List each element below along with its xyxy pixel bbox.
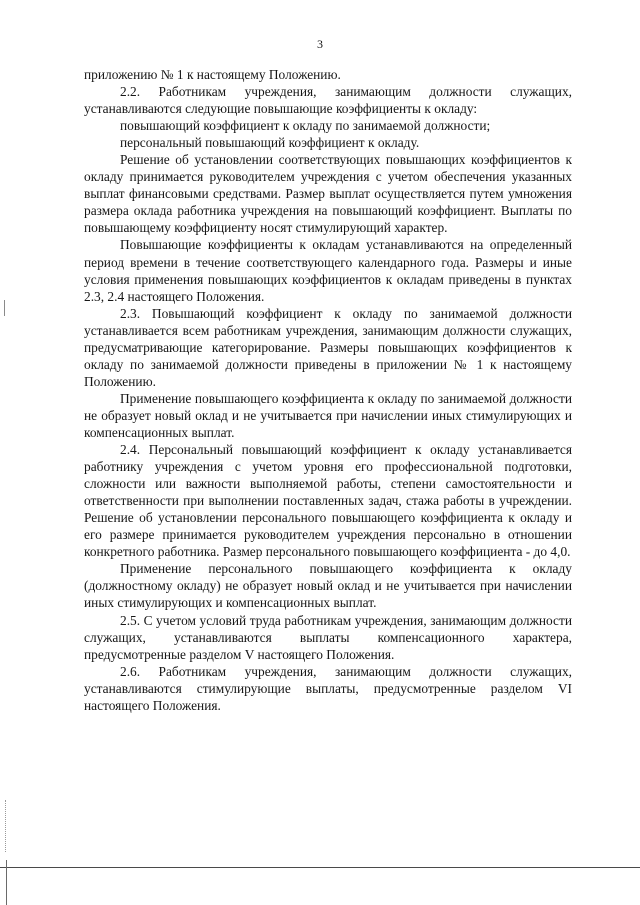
paragraph-2-6: 2.6. Работникам учреждения, занимающим должности служащих, устанавливаются стимулирующие выплаты, предусмотренные разделом VI настоящего Положения. [84, 663, 572, 713]
paragraph-2-4-application: Применение персонального повышающего коэффициента к окладу (должностному окладу) не образует новый оклад и не учитывается при начислении иных стимулирующих и компенсационных выплат. [84, 561, 572, 611]
scan-edge-dots [5, 800, 7, 852]
scan-margin-mark [4, 300, 5, 316]
document-body [84, 66, 572, 714]
paragraph-2-2: 2.2. Работникам учреждения, занимающим должности служащих, устанавливаются следующие повышающие коэффициенты к окладу: [84, 84, 572, 117]
paragraph-2-5: 2.5. С учетом условий труда работникам учреждения, занимающим должности служащих, устанавливаются выплаты компенсационного характера, предусмотренные разделом V настоящего Положения. [84, 612, 572, 662]
paragraph-continuation: приложению № 1 к настоящему Положению. [84, 67, 341, 82]
paragraph-2-4: 2.4. Персональный повышающий коэффициент к окладу устанавливается работнику учреждения с учетом уровня его профессиональной подготовки, сложности или важности выполняемой работы, степени самостоятельности и ответственности при выполнении поставленных задач, стажа работы в учреждении. Решение об установлении персонального повышающего коэффициента к окладу и его размере принимается руководителем учреждения персонально в отношении конкретного работника. Размер персонального повышающего коэффициента - до 4,0. [84, 442, 572, 560]
page-number: 3 [317, 37, 323, 51]
paragraph-period: Повышающие коэффициенты к окладам устанавливаются на определенный период времени в течение соответствующего календарного года. Размеры и иные условия применения повышающих коэффициентов к окладам приведены в пунктах 2.3, 2.4 настоящего Положения. [84, 237, 572, 304]
scan-bottom-line [0, 867, 640, 868]
paragraph-2-3: 2.3. Повышающий коэффициент к окладу по занимаемой должности устанавливается всем работникам учреждения, занимающим должности служащих, предусматривающие категорирование. Размеры повышающих коэффициентов к окладу по занимаемой должности приведены в приложении № 1 к настоящему Положению. [84, 305, 572, 389]
scan-left-edge [6, 860, 7, 905]
list-item-personal-coefficient: персональный повышающий коэффициент к окладу. [120, 135, 420, 151]
paragraph-2-3-application: Применение повышающего коэффициента к окладу по занимаемой должности не образует новый оклад и не учитывается при начислении иных стимулирующих и компенсационных выплат. [84, 390, 572, 440]
list-item-position-coefficient: повышающий коэффициент к окладу по занимаемой должности; [120, 118, 491, 134]
paragraph-decision: Решение об установлении соответствующих повышающих коэффициентов к окладу принимается руководителем учреждения с учетом обеспечения указанных выплат финансовыми средствами. Размер выплат осуществляется путем умножения размера оклада работника учреждения на повышающий коэффициент. Выплаты по повышающему коэффициенту носят стимулирующий характер. [84, 152, 572, 236]
